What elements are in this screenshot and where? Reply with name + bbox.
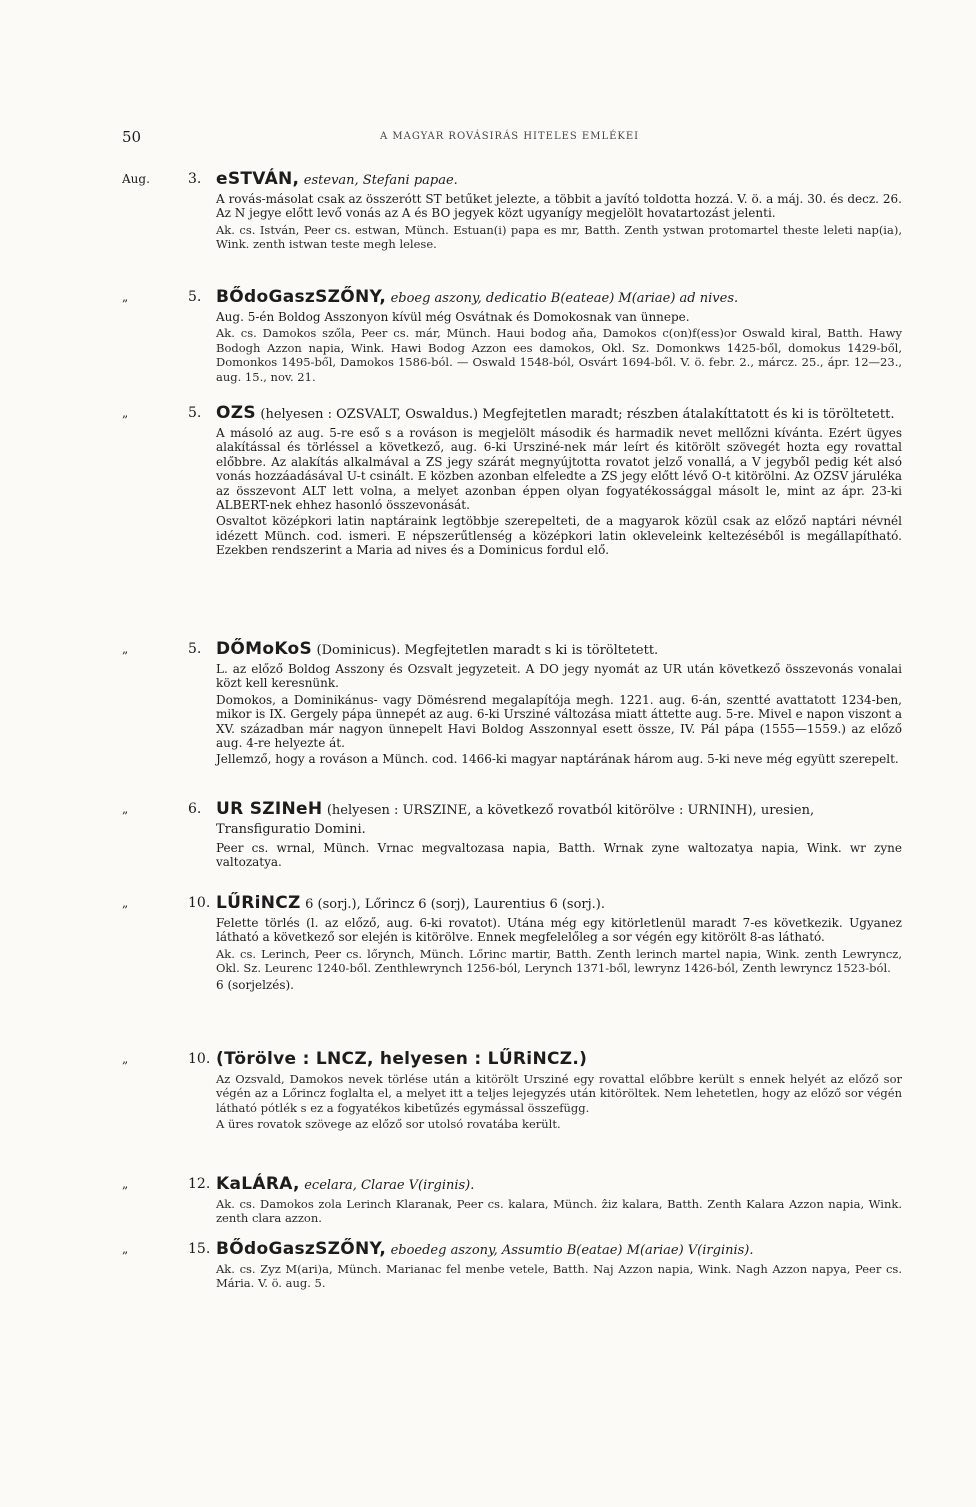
entry-day: 10. [188, 895, 211, 911]
latin-gloss: eboedeg aszony, Assumtio B(eatae) M(ariae) V(irginis). [390, 1243, 754, 1258]
entry-paragraph: Osvaltot középkori latin naptáraink legtöbbje szerepelteti, de a magyarok közül csak az előző naptári névnél idézett Münch. cod. ismeri. E népszerűtlenség a középkori latin okleveleink keltezéséből is megállapítható. Ezekben rendszerint a Maria ad nives és a Dominicus fordul elő. [216, 514, 902, 558]
running-head: A MAGYAR ROVÁSIRÁS HITELES EMLÉKEI [380, 131, 640, 142]
calendar-entry [122, 170, 902, 252]
entry-month: „ [122, 1242, 129, 1256]
latin-gloss: eboeg aszony, dedicatio B(eateae) M(ariae) ad nives. [390, 291, 739, 306]
rune-transliteration: OZS [216, 403, 256, 423]
entry-paragraph: Jellemző, hogy a rováson a Münch. cod. 1466-ki magyar naptárának három aug. 5-ki neve még együtt szerepelt. [216, 752, 899, 767]
entry-day: 5. [188, 641, 202, 657]
entry-day: 5. [188, 289, 202, 305]
heading-note: (helyesen : URSZINE, a következő rovatból kitörölve : URNINH), uresien, Transfiguratio Domini. [216, 803, 815, 837]
rune-transliteration: BŐdoGaszSZŐNY, [216, 287, 387, 307]
entry-heading [122, 170, 902, 190]
entry-day: 6. [188, 801, 202, 817]
calendar-entry [122, 288, 902, 384]
entry-paragraph: Aug. 5-én Boldog Asszonyon kívül még Osvátnak és Domokosnak van ünnepe. [216, 310, 690, 324]
calendar-entry [122, 640, 902, 767]
entry-heading [122, 894, 902, 914]
entry-paragraph: Felette törlés (l. az előző, aug. 6-ki rovatot). Utána még egy kitörletlenül maradt 7-es következik. Ugyanez látható a következő sor elején is kitörölve. Ennek megfelelőleg a sor végén egy kitörölt 8-as látható. [216, 916, 902, 945]
entry-paragraph: Az Ozsvald, Damokos nevek törlése után a kitörölt Ursziné egy rovattal előbbre került s ennek helyét az előző sor végén az a Lőrincz foglalta el, a melyet itt a teljes lejegyzés után kitöröltek. Nem lehetetlen, hogy az előző sor végén látható pótlék s ez a fogyatékos kibetűzés egymással összefügg. [216, 1072, 902, 1115]
entry-month: „ [122, 406, 129, 420]
calendar-entry [122, 800, 902, 870]
entry-day: 10. [188, 1051, 211, 1067]
entry-month: „ [122, 290, 129, 304]
entry-month: „ [122, 896, 129, 910]
rune-transliteration: BŐdoGaszSZŐNY, [216, 1239, 387, 1259]
entry-paragraph: 6 (sorjelzés). [216, 977, 294, 992]
entry-paragraph: Peer cs. wrnal, Münch. Vrnac megvaltozasa napia, Batth. Wrnak zyne waltozatya napia, Wink. wr zyne valtozatya. [216, 841, 902, 870]
entry-sources: Ak. cs. Zyz M(ari)a, Münch. Marianac fel menbe vetele, Batth. Naj Azzon napia, Wink. Nagh Azzon napya, Peer cs. Mária. V. ö. aug. 5. [216, 1262, 902, 1291]
heading-note: (helyesen : OZSVALT, Oswaldus.) Megfejtetlen maradt; részben átalakíttatott és ki is töröltetett. [260, 407, 895, 422]
entry-paragraph: A rovás-másolat csak az összerótt ST betűket jelezte, a többit a javító toldotta hozzá. V. ö. a máj. 30. és decz. 26. Az N jegye előtt levő vonás az A és BO jegyek közt ugyanígy megjelölt hovatartozást jelenti. [216, 192, 902, 221]
entry-sources: Ak. cs. István, Peer cs. estwan, Münch. Estuan(i) papa es mr, Batth. Zenth ystwan protomartel theste leleti nap(ia), Wink. zenth istwan teste megh lelese. [216, 222, 902, 252]
entry-month: „ [122, 802, 129, 816]
rune-transliteration: DŐMoKoS [216, 639, 313, 659]
calendar-entry [122, 1240, 902, 1291]
heading-note: 6 (sorj.), Lőrincz 6 (sorj), Laurentius 6 (sorj.). [305, 897, 605, 912]
rune-transliteration: UR SZINeH [216, 799, 323, 819]
entry-paragraph: A üres rovatok szövege az előző sor utolsó rovatába került. [216, 1117, 561, 1132]
entry-paragraph: L. az előző Boldog Asszony és Ozsvalt jegyzeteit. A DO jegy nyomát az UR után következő összevonás vonalai közt kell keresnünk. [216, 662, 902, 691]
entry-heading [122, 1050, 902, 1070]
entry-month: Aug. [122, 172, 150, 186]
rune-transliteration: LŰRiNCZ [216, 893, 301, 913]
entry-heading [122, 800, 902, 839]
calendar-entry [122, 404, 902, 558]
entry-sources: Ak. cs. Damokos zola Lerinch Klaranak, Peer cs. kalara, Münch. ẑiz kalara, Batth. Zenth Kalara Azzon napia, Wink. zenth clara azzon. [216, 1197, 902, 1226]
entry-heading [122, 1240, 902, 1260]
rune-transliteration: KaLÁRA, [216, 1174, 300, 1194]
latin-gloss: ecelara, Clarae V(irginis). [304, 1178, 475, 1193]
entry-heading [122, 404, 902, 424]
entry-day: 5. [188, 405, 202, 421]
entry-month: „ [122, 1052, 129, 1066]
page-number: 50 [122, 128, 142, 146]
latin-gloss: estevan, Stefani papae. [303, 173, 458, 188]
entry-paragraph: Domokos, a Dominikánus- vagy Dömésrend megalapítója megh. 1221. aug. 6-án, szentté avattatott 1234-ben, mikor is IX. Gergely pápa ünnepét az aug. 6-ki Ursziné változása miatt áttette aug. 5-re. Mivel e napon viszont a XV. században már nagyon ünnepelt Havi Boldog Asszonnyal esett össze, IV. Pál pápa (1555—1559.) az előző aug. 4-re helyezte át. [216, 692, 902, 751]
entry-day: 3. [188, 171, 202, 187]
calendar-entry [122, 1050, 902, 1132]
entry-day: 15. [188, 1241, 211, 1257]
entry-heading [122, 640, 902, 660]
entry-day: 12. [188, 1176, 211, 1192]
rune-transliteration: eSTVÁN, [216, 169, 300, 189]
entry-sources: Ak. cs. Lerinch, Peer cs. lőrynch, Münch. Lőrinc martir, Batth. Zenth lerinch martel napia, Wink. zenth Lewryncz, Okl. Sz. Leurenc 1240-ből. Zenthlewrynch 1256-ból, Lerynch 1371-ből, lewrynz 1426-ból, Zenth lewryncz 1523-ból. [216, 946, 902, 976]
entry-month: „ [122, 642, 129, 656]
calendar-entry [122, 1175, 902, 1226]
entry-month: „ [122, 1177, 129, 1191]
entry-sources: Ak. cs. Damokos szőla, Peer cs. már, Münch. Haui bodog aňa, Damokos c(on)f(ess)or Oswald kiral, Batth. Hawy Bodogh Azzon napia, Wink. Hawi Bodog Azzon ees damokos, Okl. Sz. Domonkws 1425-ből, domokus 1429-ből, Domonkos 1495-ből, Damokos 1586-ból. — Oswald 1548-ból, Osvárt 1694-ből. V. ö. febr. 2., márcz. 25., ápr. 12—23., aug. 15., nov. 21. [216, 326, 902, 384]
entry-heading [122, 1175, 902, 1195]
heading-note: (Dominicus). Megfejtetlen maradt s ki is töröltetett. [316, 643, 659, 658]
entry-paragraph: A másoló az aug. 5-re eső s a rováson is megjelölt második és harmadik nevet mellőzni kívánta. Ezért ügyes alakítással és törléssel a következő, aug. 6-ki Ursziné-nek már leírt és kitörölt szövegét hozta egy rovattal előbbre. Az alakítás alkalmával a ZS jegy szárát megnyújtotta rovatot jelző vonallá, a V jegyből pedig két alsó vonás hozzáadásával U-t csinált. E közben azonban elfeledte a ZS jegy előtt lévő O-t kitörölni. Az OZSV járuléka az összevont ALT lett volna, a melyet azonban éppen olyan fogyatékossággal másolt le, mint az ápr. 23-ki ALBERT-nek ehhez hasonló összevonását. [216, 426, 902, 513]
rune-transliteration: (Törölve : LNCZ, helyesen : LŰRiNCZ.) [216, 1049, 588, 1069]
calendar-entry [122, 894, 902, 992]
entry-heading [122, 288, 902, 308]
